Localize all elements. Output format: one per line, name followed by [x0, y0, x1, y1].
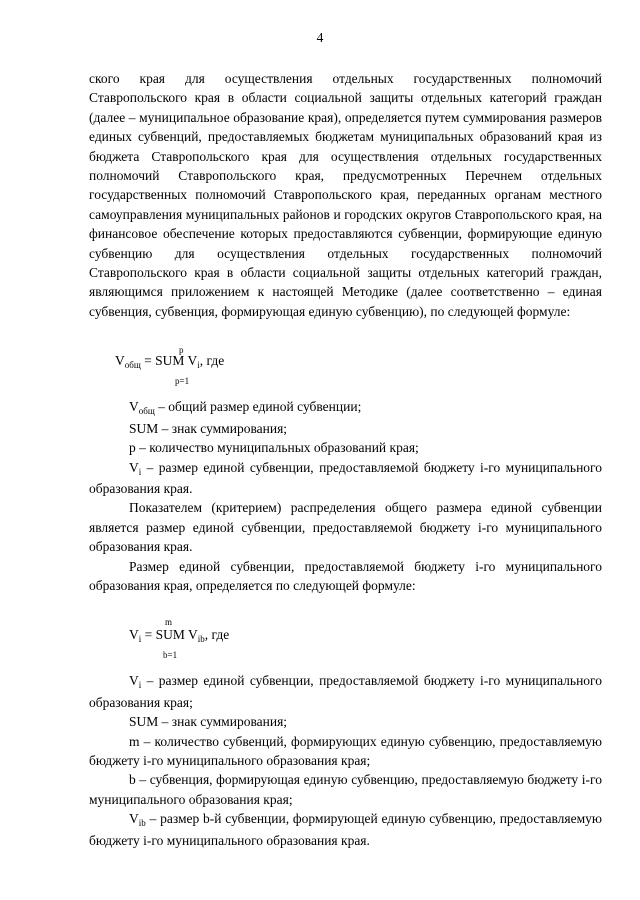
formula-lhs-sub: i — [138, 634, 142, 645]
definition-item: $V_i$ – размер единой субвенции, предоставляемой бюджету i-го муниципального образования края; — [89, 673, 602, 710]
formula-mid: = SUM V — [140, 353, 198, 369]
intro-paragraph: ского края для осуществления отдельных государственных полномочий Ставропольского края в области социальной защиты отдельных категорий граждан (далее – муниципальное образование края), определяется путем суммирования размеров единых субвенций, предоставляемых бюджетам муниципальных образований края из бюджета Ставропольского края для осуществления отдельных государственных полномочий Ставропольского края, предусмотренных Перечнем отдельных государственных полномочий Ставропольского края, переданных органам местного самоуправления муниципальных районов и городских округов Ставропольского края, на финансовое обеспечение которых предоставляются субвенции, формирующие единую субвенцию для осуществления отдельных государственных полномочий Ставропольского края в области социальной защиты отдельных категорий граждан, являющимся приложением к настоящей Методике (далее соответственно – единая субвенция, субвенция, формирующая единую субвенцию), по следующей формуле: — [89, 71, 602, 319]
definition-item: SUM – знак суммирования; — [129, 420, 288, 436]
definition-item: $V_{общ}$ – общий размер единой субвенции; — [129, 399, 362, 417]
formula-expression — [115, 351, 224, 372]
formula-lhs-sub: общ — [124, 360, 141, 371]
definition-item: b – субвенция, формирующая единую субвенцию, предоставляемую бюджету i-го муниципального образования края; — [89, 772, 602, 807]
formula-rhs-sub: i — [197, 360, 200, 371]
definition-item: $V_{ib}$ – размер b-й субвенции, формирующей единую субвенцию, предоставляемую бюджету i-го муниципального образования края. — [89, 811, 602, 848]
page-number: 4 — [316, 30, 324, 45]
formula-lower-limit: b=1 — [163, 650, 178, 661]
formula-total-subvention — [89, 329, 602, 397]
formula-upper-limit: p — [179, 345, 184, 356]
formula-tail: , где — [204, 627, 230, 643]
formula-lower-limit: p=1 — [175, 376, 190, 387]
definitions-list-2 — [89, 671, 602, 850]
definition-item: $V_i$ – размер единой субвенции, предоставляемой бюджету i-го муниципального образования края. — [89, 459, 602, 496]
formula-tail: , где — [199, 353, 225, 369]
definition-item: p – количество муниципальных образований края; — [129, 440, 419, 456]
definition-item: m – количество субвенций, формирующих единую субвенцию, предоставляемую бюджету i-го муниципального образования края; — [89, 733, 602, 768]
formula-municipal-subvention — [89, 603, 602, 671]
size-paragraph: Размер единой субвенции, предоставляемой бюджету i-го муниципального образования края, определяется по следующей формуле: — [89, 558, 602, 593]
formula-lhs: V — [129, 627, 139, 643]
page-content — [89, 69, 602, 850]
formula-expression — [129, 625, 229, 646]
formula-rhs-sub: ib — [197, 634, 205, 645]
formula-lhs: V — [115, 353, 125, 369]
definitions-list-1 — [89, 397, 602, 498]
criterion-paragraph: Показателем (критерием) распределения общего размера единой субвенции является размер единой субвенции, предоставляемой бюджету i-го муниципального образования края. — [89, 500, 602, 555]
formula-mid: = SUM V — [141, 627, 198, 643]
formula-upper-limit: m — [165, 617, 173, 628]
definition-item: SUM – знак суммирования; — [129, 714, 288, 730]
